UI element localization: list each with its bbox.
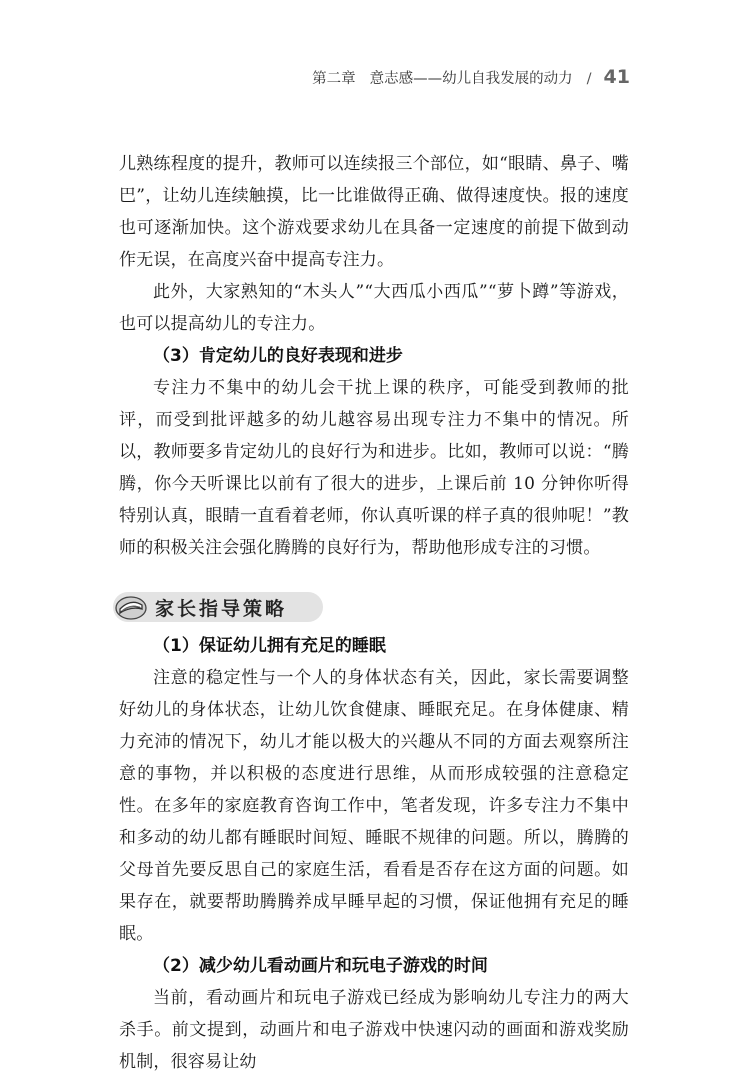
subheading-screen-time: （2）减少幼儿看动画片和玩电子游戏的时间: [153, 956, 488, 976]
paragraph-screen-time: 当前，看动画片和玩电子游戏已经成为影响幼儿专注力的两大杀手。前文提到，动画片和电子游戏中快速闪动的画面和游戏奖励机制，很容易让幼: [119, 988, 629, 1072]
chapter-title: 意志感——幼儿自我发展的动力: [369, 71, 573, 87]
chapter-label: 第二章: [312, 71, 356, 87]
subheading-sleep: （1）保证幼儿拥有充足的睡眠: [153, 636, 386, 656]
page-body: [119, 148, 629, 1078]
paragraph-sleep: 注意的稳定性与一个人的身体状态有关，因此，家长需要调整好幼儿的身体状态，让幼儿饮食健康、睡眠充足。在身体健康、精力充沛的情况下，幼儿才能以极大的兴趣从不同的方面去观察所注意的事物，并以积极的态度进行思维，从而形成较强的注意稳定性。在多年的家庭教育咨询工作中，笔者发现，许多专注力不集中和多动的幼儿都有睡眠时间短、睡眠不规律的问题。所以，腾腾的父母首先要反思自己的家庭生活，看看是否存在这方面的问题。如果存在，就要帮助腾腾养成早睡早起的习惯，保证他拥有充足的睡眠。: [119, 668, 629, 944]
book-icon: [115, 594, 147, 620]
running-header: [312, 66, 630, 88]
section-banner: [113, 586, 629, 628]
paragraph-games: 此外，大家熟知的“木头人”“大西瓜小西瓜”“萝卜蹲”等游戏，也可以提高幼儿的专注力。: [119, 282, 629, 334]
header-separator: /: [586, 71, 592, 87]
paragraph-continued: 儿熟练程度的提升，教师可以连续报三个部位，如“眼睛、鼻子、嘴巴”，让幼儿连续触摸，比一比谁做得正确、做得速度快。报的速度也可逐渐加快。这个游戏要求幼儿在具备一定速度的前提下做到动作无误，在高度兴奋中提高专注力。: [119, 154, 629, 270]
page-number: 41: [603, 66, 630, 88]
section-title: 家长指导策略: [155, 597, 288, 620]
subheading-praise: （3）肯定幼儿的良好表现和进步: [153, 346, 403, 366]
paragraph-praise: 专注力不集中的幼儿会干扰上课的秩序，可能受到教师的批评，而受到批评越多的幼儿越容易出现专注力不集中的情况。所以，教师要多肯定幼儿的良好行为和进步。比如，教师可以说：“腾腾，你今天听课比以前有了很大的进步，上课后前 10 分钟你听得特别认真，眼睛一直看着老师，你认真听课的样子真的很帅呢！”教师的积极关注会强化腾腾的良好行为，帮助他形成专注的习惯。: [119, 378, 629, 558]
